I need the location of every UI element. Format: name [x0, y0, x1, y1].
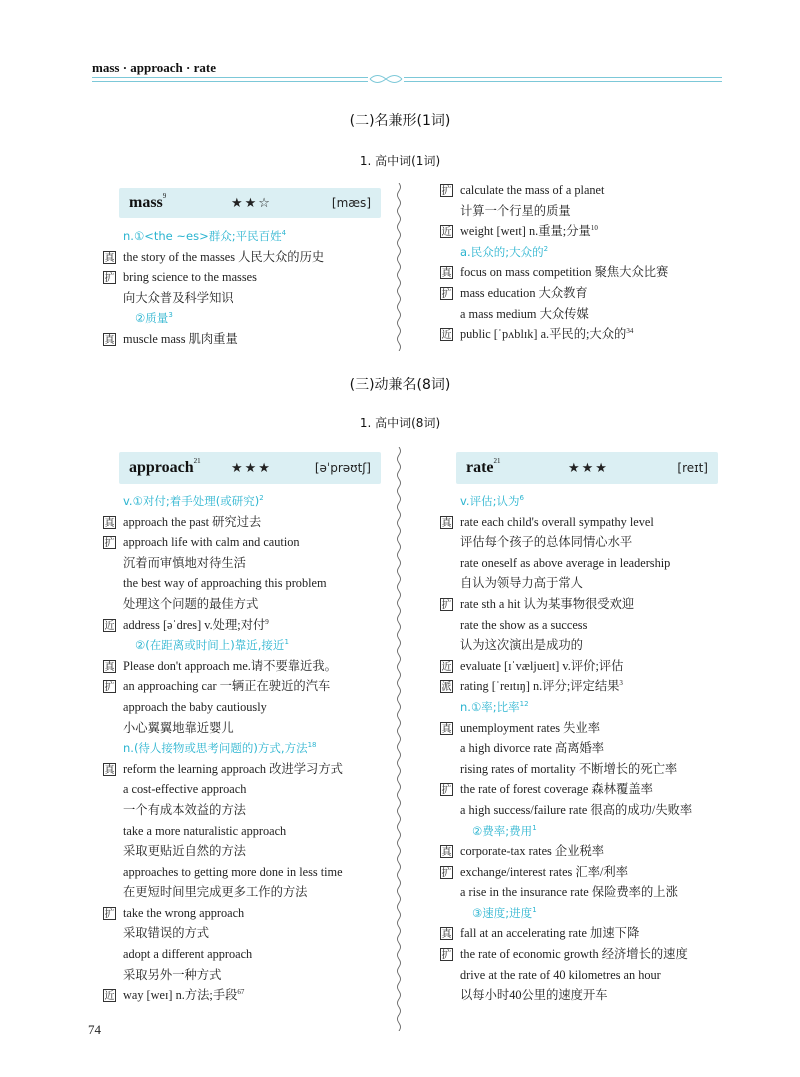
label-tag-icon: 近 — [441, 227, 452, 239]
frequency-superscript: 9 — [265, 617, 269, 626]
entry-line — [440, 841, 740, 862]
label-tag-icon: 真 — [104, 517, 115, 529]
sense-definition — [103, 635, 403, 656]
line-text: exchange/interest rates 汇率/利率 — [460, 864, 629, 879]
line-text: a.民众的;大众的$^2$ — [460, 244, 549, 259]
label-tag-icon: 扩 — [104, 538, 115, 550]
entry-line — [103, 779, 403, 800]
mass-entry-left — [103, 188, 403, 350]
entry-line — [103, 553, 403, 574]
line-text: Please don't approach me.请不要靠近我。 — [123, 658, 337, 673]
entry-line — [103, 965, 403, 986]
line-text: a rise in the insurance rate 保险费率的上涨 — [460, 885, 678, 900]
entry-line — [440, 656, 740, 677]
star-rating: ★★☆ — [231, 195, 272, 211]
line-text: approach the past 研究过去 — [123, 514, 262, 529]
line-text: v.评估;认为$^6$ — [460, 494, 524, 508]
entry-line — [440, 304, 740, 325]
line-text: a high divorce rate 高离婚率 — [460, 741, 605, 756]
label-tag-icon: 扩 — [441, 186, 452, 197]
entry-line — [103, 615, 403, 636]
headword: mass$^9$ — [129, 192, 167, 211]
line-text: the rate of forest coverage 森林覆盖率 — [460, 782, 653, 797]
approach-headword-box — [119, 452, 381, 484]
entry-line — [103, 573, 403, 594]
entry-line — [103, 862, 403, 883]
line-text: mass education 大众教育 — [460, 285, 588, 300]
label-tag-icon: 真 — [441, 847, 452, 859]
line-text: 认为这次演出是成功的 — [460, 638, 583, 653]
entry-line — [440, 262, 740, 283]
line-text: address [əˈdres] v.处理;对付$^9$ — [123, 617, 269, 632]
entry-line — [440, 180, 740, 201]
frequency-superscript: 4 — [281, 229, 287, 237]
line-text: the rate of economic growth 经济增长的速度 — [460, 947, 688, 962]
line-text: 采取另外一种方式 — [123, 967, 222, 982]
header-rule — [92, 77, 722, 78]
sense-definition — [440, 491, 740, 512]
entry-line — [440, 324, 740, 345]
line-text: 自认为领导力高于常人 — [460, 576, 583, 591]
subtitle-high-school-words: 1. 高中词(1词) — [359, 154, 441, 168]
line-text: 计算一个行星的质量 — [460, 203, 571, 218]
label-tag-icon: 真 — [441, 723, 452, 735]
frequency-superscript: 10 — [590, 224, 598, 233]
entry-line — [440, 221, 740, 242]
line-text: 采取错误的方式 — [123, 926, 210, 941]
line-text: approaches to getting more done in less time — [123, 864, 343, 879]
label-tag-icon: 扩 — [104, 908, 115, 920]
label-tag-icon: 扩 — [104, 273, 115, 285]
subtitle-high-school-words-8: 1. 高中词(8词) — [359, 416, 441, 430]
entry-line — [440, 965, 740, 986]
frequency-superscript: 1 — [532, 823, 537, 832]
entry-line — [440, 985, 740, 1006]
line-text: the best way of approaching this problem — [123, 576, 327, 591]
entry-line — [103, 923, 403, 944]
label-tag-icon: 扩 — [441, 950, 452, 962]
column-divider — [396, 183, 402, 351]
label-tag-icon: 扩 — [441, 785, 452, 797]
entry-line — [440, 676, 740, 697]
entry-line — [440, 718, 740, 739]
frequency-superscript: 12 — [519, 699, 529, 708]
entry-line — [440, 862, 740, 883]
section-title-noun-adj: (二)名兼形(1词) — [349, 113, 451, 129]
header-ornament-icon — [368, 72, 404, 86]
line-text: n.①率;比率$^{12}$ — [460, 699, 529, 714]
rate-entry — [440, 452, 740, 1006]
line-text: 沉着而审慎地对待生活 — [123, 555, 246, 570]
section-title-verb-noun: (三)动兼名(8词) — [349, 377, 451, 393]
running-header: mass · approach · rate — [92, 60, 216, 75]
entry-line — [103, 288, 403, 309]
sense-definition — [440, 697, 740, 718]
entry-line — [103, 656, 403, 677]
frequency-superscript: 3 — [619, 679, 623, 688]
entry-line — [440, 553, 740, 574]
label-tag-icon: 真 — [441, 268, 452, 280]
line-text: unemployment rates 失业率 — [460, 720, 601, 735]
line-text: calculate the mass of a planet — [460, 183, 605, 197]
entry-line — [103, 759, 403, 780]
pronunciation: [reɪt] — [677, 461, 708, 475]
entry-line — [103, 532, 403, 553]
entry-line — [103, 676, 403, 697]
entry-line — [103, 697, 403, 718]
line-text: 处理这个问题的最佳方式 — [123, 596, 259, 611]
line-text: 向大众普及科学知识 — [123, 290, 234, 305]
label-tag-icon: 扩 — [441, 288, 452, 300]
label-tag-icon: 扩 — [441, 867, 452, 879]
frequency-superscript: 3 — [168, 311, 173, 320]
sense-definition — [440, 821, 740, 842]
line-text: rate each child's overall sympathy level — [460, 514, 654, 529]
entry-line — [440, 573, 740, 594]
frequency-superscript: 2 — [543, 244, 549, 253]
mass-entry-right — [440, 180, 740, 345]
line-text: 采取更贴近自然的方法 — [123, 844, 246, 859]
rate-headword-box — [456, 452, 718, 484]
label-tag-icon: 真 — [104, 661, 115, 673]
entry-line — [103, 512, 403, 533]
line-text: rising rates of mortality 不断增长的死亡率 — [460, 761, 678, 776]
headword: rate$^{21}$ — [466, 457, 501, 476]
line-text: ②费率;费用$^1$ — [472, 823, 537, 838]
line-text: fall at an accelerating rate 加速下降 — [460, 926, 640, 941]
line-text: v.①对付;着手处理(或研究)$^2$ — [123, 494, 264, 508]
line-text: rate oneself as above average in leadership — [460, 555, 671, 570]
entry-line — [440, 594, 740, 615]
line-text: approach the baby cautiously — [123, 699, 267, 714]
label-tag-icon: 扩 — [104, 682, 115, 694]
sense-definition — [103, 738, 403, 759]
entry-line — [440, 738, 740, 759]
line-text: adopt a different approach — [123, 947, 253, 962]
entry-line — [440, 615, 740, 636]
entry-line — [103, 594, 403, 615]
label-tag-icon: 扩 — [441, 599, 452, 611]
entry-line — [440, 759, 740, 780]
line-text: rating [ˈreɪtɪŋ] n.评分;评定结果$^3$ — [460, 679, 623, 694]
sense-definition — [440, 242, 740, 263]
label-tag-icon: 真 — [104, 764, 115, 776]
line-text: ②质量$^3$ — [135, 311, 173, 326]
page-number: 74 — [88, 1022, 101, 1037]
pronunciation: [əˈprəʊtʃ] — [314, 461, 371, 475]
line-text: 小心翼翼地靠近婴儿 — [123, 720, 234, 735]
entry-line — [103, 882, 403, 903]
entry-line — [440, 512, 740, 533]
line-text: 一个有成本效益的方法 — [123, 802, 246, 817]
line-text: the story of the masses 人民大众的历史 — [123, 249, 325, 264]
label-tag-icon: 近 — [441, 330, 452, 342]
line-text: evaluate [ɪˈvæljueɪt] v.评价;评估 — [460, 658, 624, 673]
line-text: bring science to the masses — [123, 270, 257, 285]
entry-line — [103, 267, 403, 288]
entry-line — [440, 201, 740, 222]
line-text: way [weɪ] n.方法;手段$^{67}$ — [123, 988, 245, 1003]
line-text: take the wrong approach — [123, 905, 245, 920]
line-text: 在更短时间里完成更多工作的方法 — [123, 885, 308, 900]
headword: approach$^{21}$ — [129, 457, 201, 476]
line-text: ③速度;进度$^1$ — [472, 905, 537, 920]
frequency-superscript: 6 — [519, 494, 524, 502]
label-tag-icon: 近 — [441, 661, 452, 673]
entry-line — [103, 985, 403, 1006]
header-rule-lower — [92, 81, 722, 82]
entry-line — [440, 635, 740, 656]
entry-line — [103, 944, 403, 965]
sense-definition — [440, 903, 740, 924]
sense-definition — [103, 491, 403, 512]
entry-line — [103, 821, 403, 842]
sense-definition — [103, 226, 403, 247]
entry-line — [440, 944, 740, 965]
label-tag-icon: 真 — [441, 517, 452, 529]
line-text: rate sth a hit 认为某事物很受欢迎 — [460, 596, 635, 611]
entry-line — [103, 718, 403, 739]
mass-headword-box — [119, 188, 381, 218]
line-text: focus on mass competition 聚焦大众比赛 — [460, 265, 669, 280]
label-tag-icon: 真 — [441, 929, 452, 941]
entry-line — [103, 841, 403, 862]
entry-line — [440, 800, 740, 821]
line-text: 评估每个孩子的总体同情心水平 — [460, 535, 633, 550]
line-text: n.(待人接物或思考问题的)方式,方法$^{18}$ — [123, 741, 317, 756]
label-tag-icon: 真 — [104, 252, 115, 264]
label-tag-icon: 近 — [104, 991, 115, 1003]
approach-entry — [103, 452, 403, 1006]
entry-line — [103, 247, 403, 268]
line-text: reform the learning approach 改进学习方式 — [123, 761, 343, 776]
line-text: n.①<the ~es>群众;平民百姓$^4$ — [123, 229, 287, 243]
entry-line — [440, 283, 740, 304]
line-text: corporate-tax rates 企业税率 — [460, 844, 605, 859]
entry-line — [440, 779, 740, 800]
frequency-superscript: 1 — [284, 638, 289, 647]
line-text: a high success/failure rate 很高的成功/失败率 — [460, 802, 693, 817]
entry-line — [103, 329, 403, 350]
frequency-superscript: 2 — [259, 494, 264, 502]
label-tag-icon: 真 — [104, 334, 115, 346]
pronunciation: [mæs] — [331, 196, 371, 210]
label-tag-icon: 派 — [441, 682, 452, 694]
frequency-superscript: 1 — [532, 905, 537, 914]
line-text: a mass medium 大众传媒 — [460, 306, 589, 321]
line-text: muscle mass 肌肉重量 — [123, 331, 238, 346]
star-rating: ★★★ — [568, 460, 609, 476]
entry-line — [103, 800, 403, 821]
line-text: weight [weɪt] n.重量;分量$^{10}$ — [460, 224, 598, 239]
sense-definition — [103, 308, 403, 329]
entry-line — [440, 532, 740, 553]
star-rating: ★★★ — [231, 460, 272, 476]
entry-line — [103, 903, 403, 924]
line-text: a cost-effective approach — [123, 782, 247, 797]
line-text: rate the show as a success — [460, 617, 588, 632]
entry-line — [440, 882, 740, 903]
frequency-superscript: 34 — [626, 327, 634, 336]
line-text: take a more naturalistic approach — [123, 823, 287, 838]
frequency-superscript: 18 — [307, 741, 317, 750]
column-divider-2 — [396, 447, 402, 1031]
label-tag-icon: 近 — [104, 620, 115, 632]
line-text: ②(在距离或时间上)靠近,接近$^1$ — [135, 638, 289, 653]
frequency-superscript: 67 — [237, 988, 245, 997]
entry-line — [440, 923, 740, 944]
line-text: drive at the rate of 40 kilometres an hour — [460, 967, 661, 982]
line-text: approach life with calm and caution — [123, 535, 300, 550]
line-text: an approaching car 一辆正在驶近的汽车 — [123, 679, 331, 694]
line-text: public [ˈpʌblɪk] a.平民的;大众的$^{34}$ — [460, 327, 634, 342]
line-text: 以每小时40公里的速度开车 — [460, 988, 608, 1003]
